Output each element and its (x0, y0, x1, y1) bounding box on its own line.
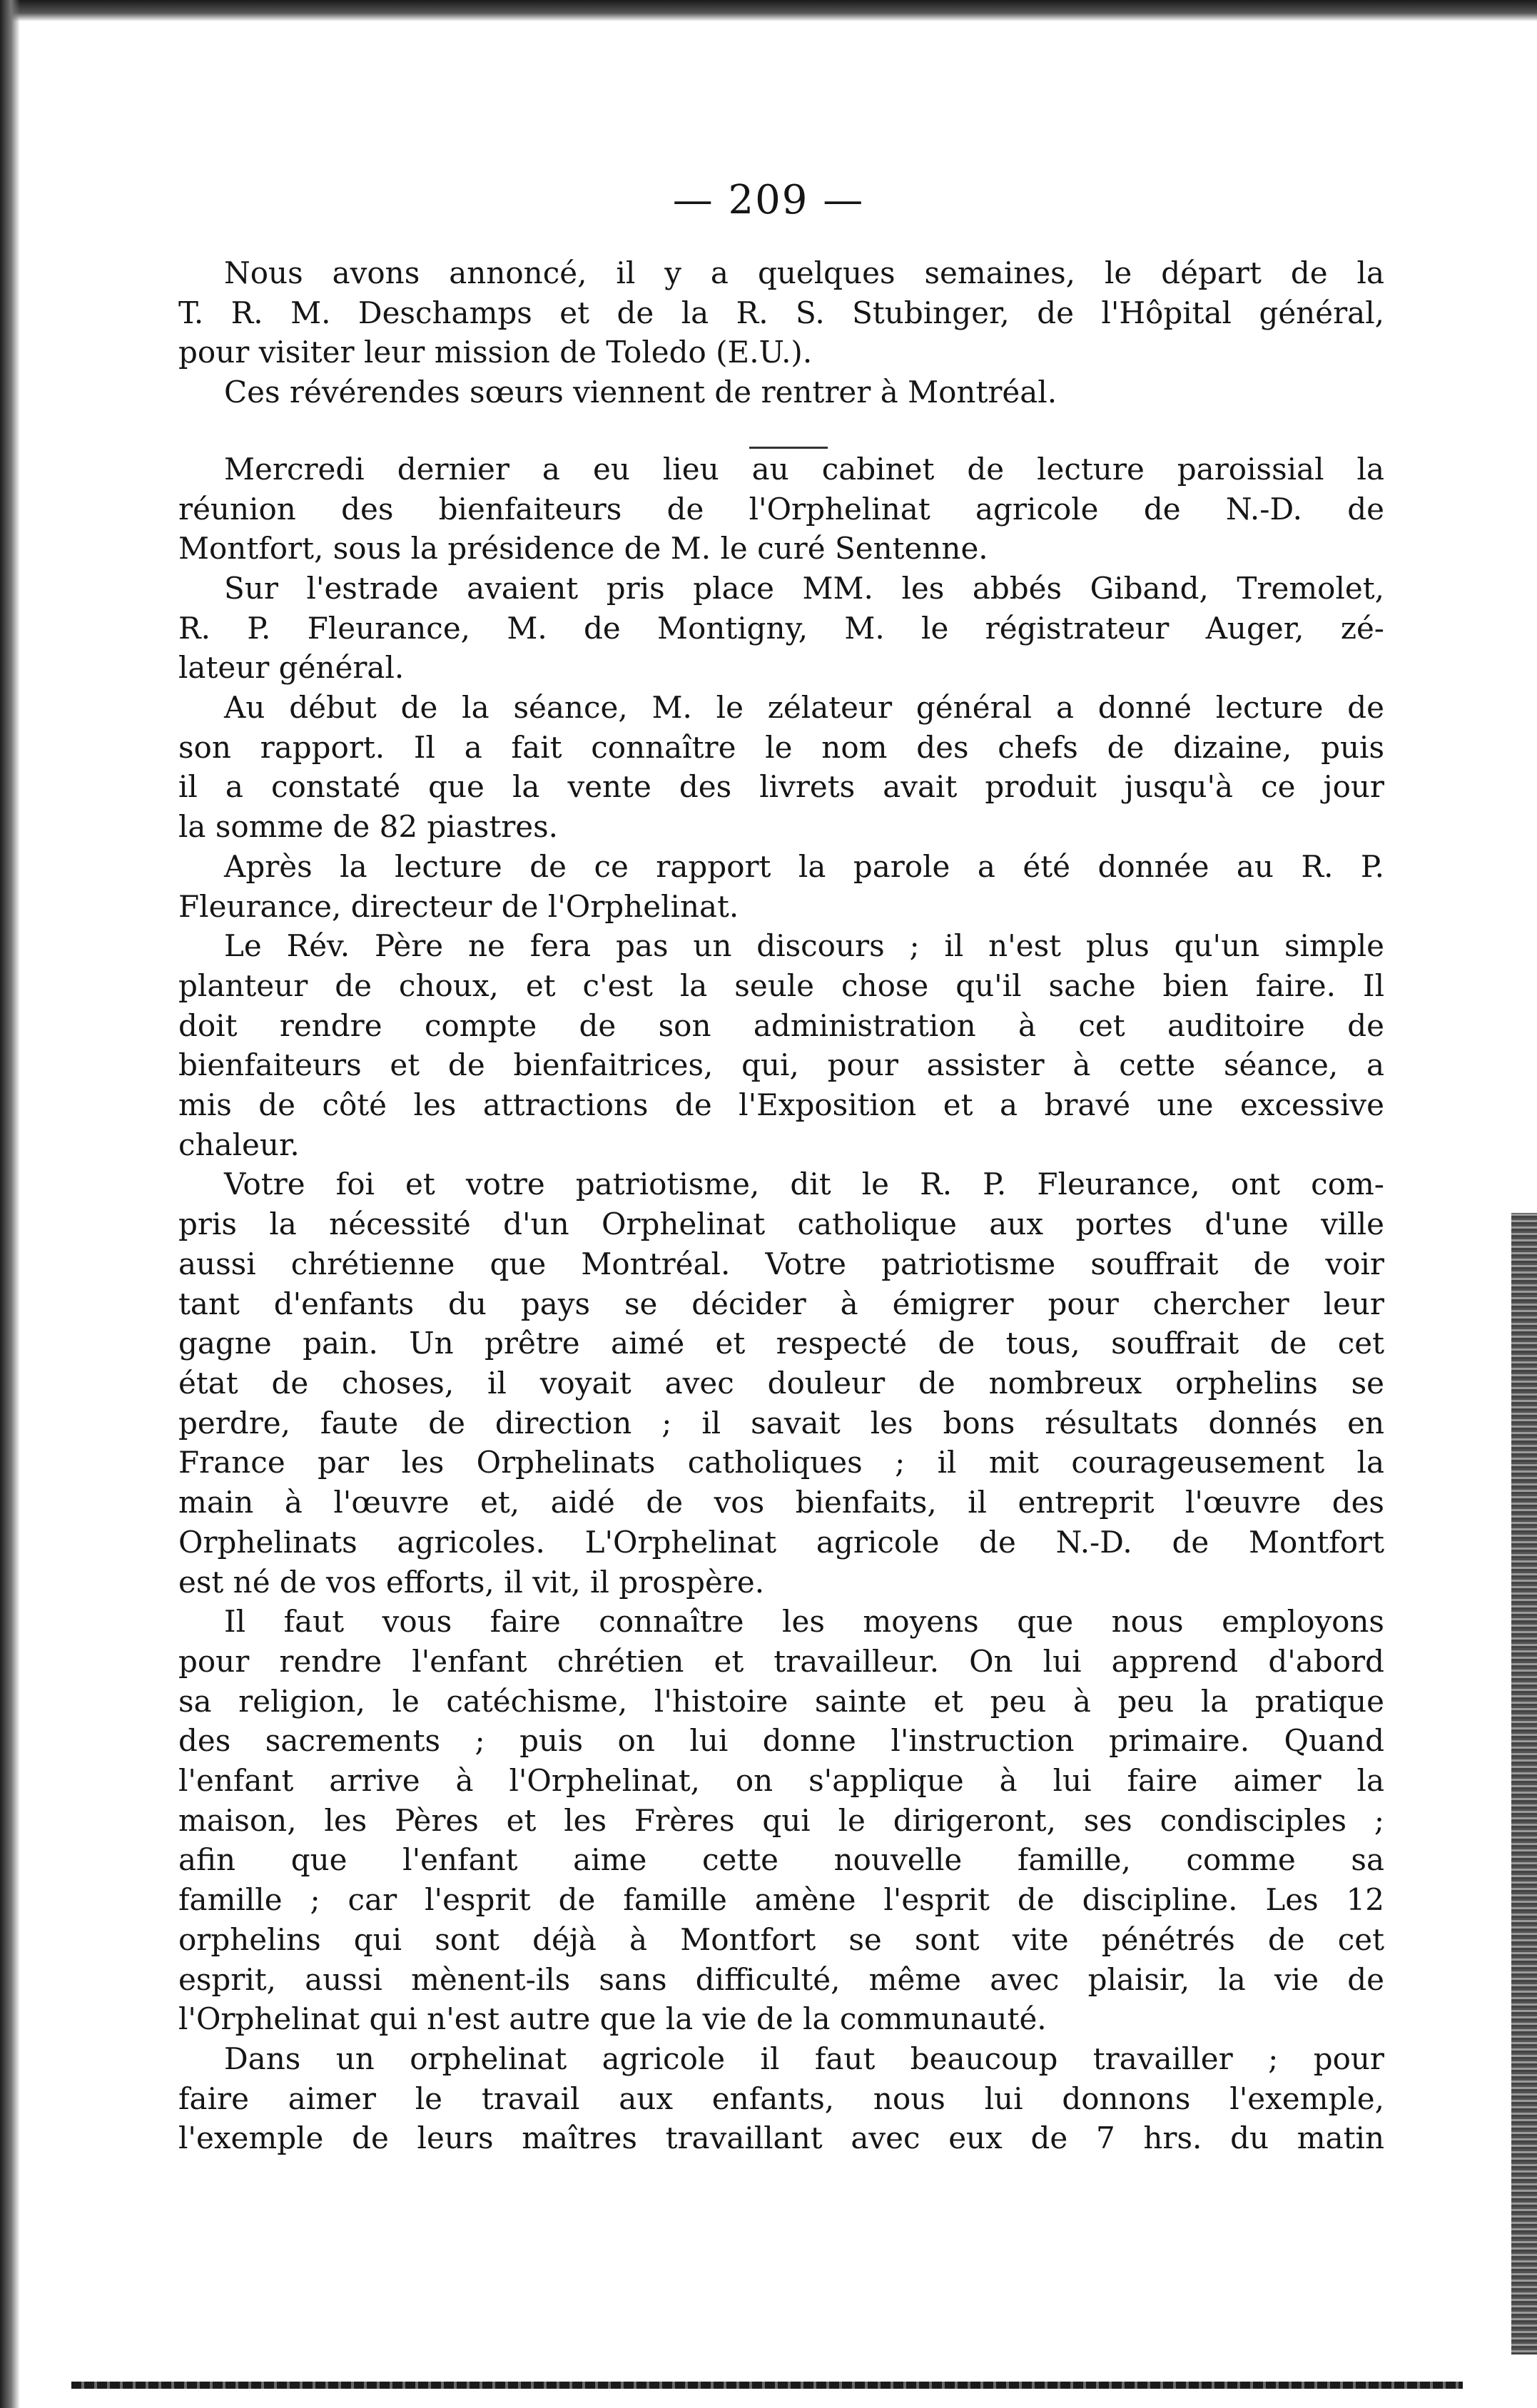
text-line: l'Orphelinat qui n'est autre que la vie de la communauté. (178, 2001, 1047, 2037)
text-line: réunion des bienfaiteurs de l'Orphelinat agricole de N.-D. de (178, 491, 1384, 527)
text-line: pris la nécessité d'un Orphelinat catholique aux portes d'une ville (178, 1206, 1384, 1242)
text-line: aussi chrétienne que Montréal. Votre patriotisme souffrait de voir (178, 1246, 1384, 1281)
text-line: esprit, aussi mènent-ils sans difficulté, même avec plaisir, la vie de (178, 1961, 1384, 1997)
text-line: pour visiter leur mission de Toledo (E.U.). (178, 335, 813, 370)
text-line: Il faut vous faire connaître les moyens que nous employons (224, 1604, 1384, 1640)
text-line: Sur l'estrade avaient pris place MM. les abbés Giband, Tremolet, (224, 570, 1384, 606)
scan-top-shadow (0, 0, 1537, 21)
text-line: Fleurance, directeur de l'Orphelinat. (178, 888, 739, 924)
text-line: Ces révérendes sœurs viennent de rentrer à Montréal. (224, 375, 1057, 410)
text-line: planteur de choux, et c'est la seule chose qu'il sache bien faire. Il (178, 967, 1384, 1003)
text-line: est né de vos efforts, il vit, il prospère. (178, 1564, 765, 1600)
text-line: Le Rév. Père ne fera pas un discours ; il n'est plus qu'un simple (224, 928, 1384, 964)
text-line: lateur général. (178, 650, 405, 686)
text-line: sa religion, le catéchisme, l'histoire sainte et peu à peu la pratique (178, 1683, 1384, 1719)
text-line: Nous avons annoncé, il y a quelques semaines, le départ de la (224, 255, 1384, 290)
text-line: famille ; car l'esprit de famille amène l'esprit de discipline. Les 12 (178, 1882, 1384, 1918)
text-line: bienfaiteurs et de bienfaitrices, qui, pour assister à cette séance, a (178, 1047, 1384, 1083)
text-line: Après la lecture de ce rapport la parole a été donnée au R. P. (224, 848, 1384, 884)
text-line: Mercredi dernier a eu lieu au cabinet de lecture paroissial la (224, 451, 1384, 487)
text-line: des sacrements ; puis on lui donne l'instruction primaire. Quand (178, 1723, 1384, 1759)
text-line: perdre, faute de direction ; il savait les bons résultats donnés en (178, 1405, 1384, 1441)
scan-bottom-rule (71, 2382, 1463, 2389)
text-line: maison, les Pères et les Frères qui le dirigeront, ses condisciples ; (178, 1802, 1384, 1838)
page-number: — 209 — (672, 177, 865, 223)
text-line: l'enfant arrive à l'Orphelinat, on s'applique à lui faire aimer la (178, 1763, 1384, 1799)
text-line: chaleur. (178, 1127, 300, 1162)
text-line: l'exemple de leurs maîtres travaillant avec eux de 7 hrs. du matin (178, 2120, 1384, 2156)
text-line: France par les Orphelinats catholiques ; il mit courageusement la (178, 1445, 1384, 1480)
text-line: la somme de 82 piastres. (178, 809, 559, 845)
text-line: main à l'œuvre et, aidé de vos bienfaits, il entreprit l'œuvre des (178, 1485, 1384, 1520)
text-line: R. P. Fleurance, M. de Montigny, M. le régistrateur Auger, zé- (178, 610, 1384, 646)
text-line: afin que l'enfant aime cette nouvelle famille, comme sa (178, 1842, 1384, 1878)
text-line: il a constaté que la vente des livrets avait produit jusqu'à ce jour (178, 769, 1384, 805)
text-line: pour rendre l'enfant chrétien et travailleur. On lui apprend d'abord (178, 1643, 1384, 1679)
text-line: mis de côté les attractions de l'Exposition et a bravé une excessive (178, 1087, 1384, 1123)
text-line: Orphelinats agricoles. L'Orphelinat agricole de N.-D. de Montfort (178, 1524, 1384, 1560)
text-line: Au début de la séance, M. le zélateur général a donné lecture de (224, 690, 1384, 726)
text-line: orphelins qui sont déjà à Montfort se sont vite pénétrés de cet (178, 1921, 1384, 1957)
text-line: Montfort, sous la présidence de M. le curé Sentenne. (178, 531, 988, 567)
text-line: faire aimer le travail aux enfants, nous lui donnons l'exemple, (178, 2081, 1384, 2116)
scan-right-edge (1511, 1213, 1537, 2354)
text-line: Votre foi et votre patriotisme, dit le R. P. Fleurance, ont com- (224, 1167, 1384, 1202)
paragraph-orphanage-meeting (178, 449, 1384, 2158)
paragraph-gap (178, 412, 1384, 449)
scan-left-shadow (0, 0, 20, 2408)
text-line: Dans un orphelinat agricole il faut beaucoup travailler ; pour (224, 2041, 1384, 2076)
text-line: état de choses, il voyait avec douleur de nombreux orphelins se (178, 1365, 1384, 1401)
text-line: son rapport. Il a fait connaître le nom des chefs de dizaine, puis (178, 729, 1384, 765)
text-line: T. R. M. Deschamps et de la R. S. Stubinger, de l'Hôpital général, (178, 295, 1384, 330)
paragraph-departure-notice (178, 253, 1384, 412)
text-line: gagne pain. Un prêtre aimé et respecté de tous, souffrait de cet (178, 1326, 1384, 1361)
text-line: doit rendre compte de son administration à cet auditoire de (178, 1007, 1384, 1043)
text-line: tant d'enfants du pays se décider à émigrer pour chercher leur (178, 1286, 1384, 1321)
page-body (178, 253, 1384, 2158)
